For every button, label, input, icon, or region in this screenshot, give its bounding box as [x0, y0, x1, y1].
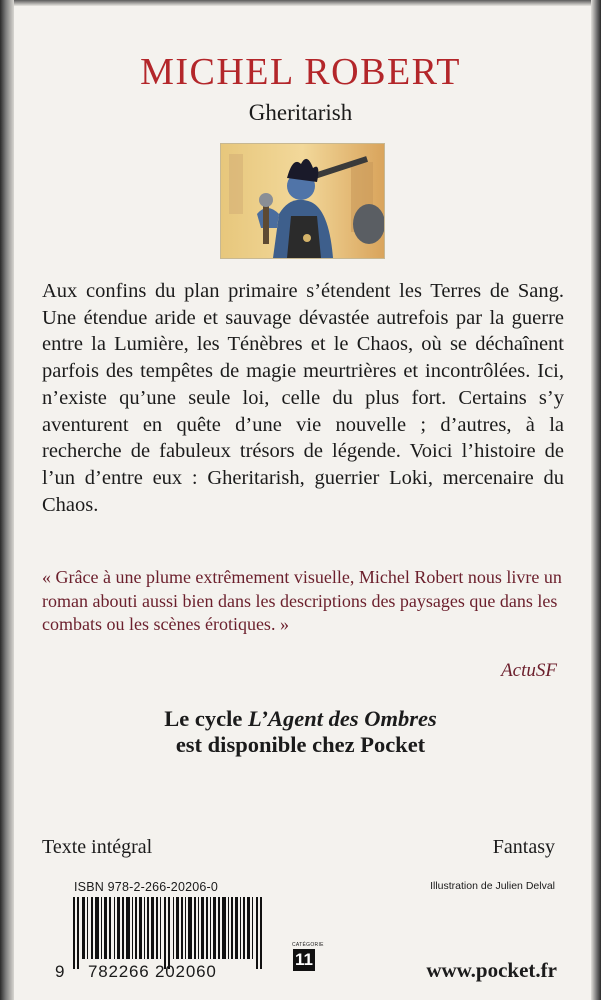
genre-label: Fantasy: [492, 836, 555, 858]
back-cover-blurb: [42, 278, 564, 518]
category-label: CATÉGORIE: [292, 942, 324, 948]
series-note: [0, 706, 601, 758]
illustration-credit: Illustration de Julien Delval: [430, 880, 555, 892]
edition-label: Texte intégral: [42, 836, 153, 858]
author-name: MICHEL ROBERT: [140, 51, 461, 93]
review-quote: « Grâce à une plume extrêmement visuelle, Michel Robert nous livre un roman abouti aussi bien dans les descriptions des paysages que dans les combats ou les scènes érotiques. »: [42, 567, 562, 634]
series-title: L’Agent des Ombres: [247, 706, 437, 731]
page-right-edge: [591, 0, 601, 1000]
price-category: [292, 942, 324, 971]
review-source: ActuSF: [501, 660, 557, 681]
page-top-edge: [0, 0, 601, 6]
series-prefix: Le cycle: [164, 706, 248, 731]
ean-digits: 782266 202060: [88, 962, 217, 981]
book-title: Gheritarish: [248, 100, 353, 125]
publisher-url[interactable]: www.pocket.fr: [426, 958, 557, 982]
category-number: 11: [293, 949, 315, 971]
cover-illustration: [220, 143, 385, 259]
blurb-text: Aux confins du plan primaire s’étendent les Terres de Sang. Une étendue aride et sauvage dévastée autrefois par la guerre entre la Lumière, les Ténèbres et le Chaos, où se déchaînent parfois des tempêtes de magie meurtrières et incontrôlées. Ici, n’existe qu’une seule loi, celle du plus fort. Certains s’y aventurent en quête d’une vie nouvelle ; d’autres, à la recherche de fabuleux trésors de légende. Voici l’histoire de l’un d’entre eux : Gheritarish, guerrier Loki, mercenaire du Chaos.: [42, 280, 564, 516]
isbn-text: ISBN 978-2-266-20206-0: [74, 880, 219, 894]
page-left-edge: [0, 0, 14, 1000]
ean-first-digit: 9: [55, 962, 65, 981]
series-note-line2: est disponible chez Pocket: [175, 732, 426, 757]
series-note-line1: [0, 706, 601, 732]
barcode-icon: [73, 897, 273, 969]
